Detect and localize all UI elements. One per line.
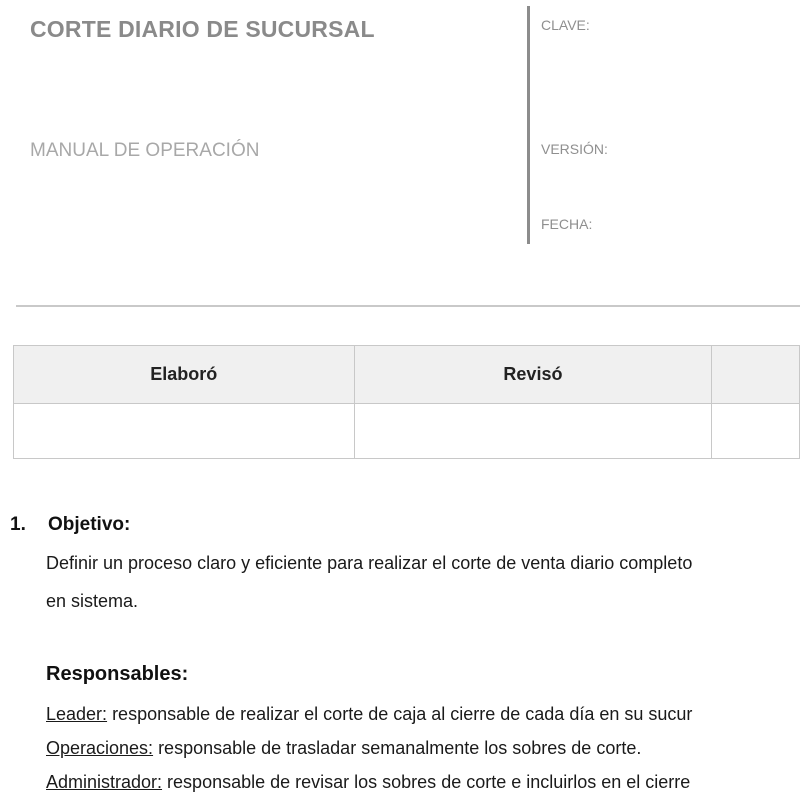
role-name: Administrador:	[46, 772, 163, 792]
document-title: CORTE DIARIO DE SUCURSAL	[30, 16, 375, 42]
responsables-heading: Responsables:	[46, 663, 189, 685]
section-heading: Objetivo:	[48, 514, 131, 535]
responsable-item	[46, 704, 692, 725]
version-label: VERSIÓN:	[541, 141, 608, 157]
fecha-label: FECHA:	[541, 216, 593, 232]
elaboro-header: Elaboró	[14, 346, 355, 404]
elaboro-signature-cell	[14, 404, 355, 459]
signature-table	[13, 345, 800, 459]
third-signature-cell	[712, 404, 800, 459]
section-number: 1.	[10, 514, 26, 535]
responsable-item	[46, 772, 690, 793]
responsable-item	[46, 738, 641, 759]
role-name: Leader:	[46, 704, 108, 724]
third-header	[712, 346, 800, 404]
clave-label: CLAVE:	[541, 17, 590, 33]
header-rule	[16, 305, 800, 307]
reviso-signature-cell	[354, 404, 712, 459]
document-subtitle: MANUAL DE OPERACIÓN	[30, 140, 260, 161]
role-description: responsable de realizar el corte de caja al cierre de cada día en su sucur	[107, 704, 693, 724]
objective-line-1: Definir un proceso claro y eficiente para realizar el corte de venta diario completo	[46, 553, 693, 573]
role-description: responsable de trasladar semanalmente los sobres de corte.	[153, 738, 642, 758]
signature-header-row	[14, 346, 800, 404]
role-description: responsable de revisar los sobres de corte e incluirlos en el cierre	[162, 772, 691, 792]
signature-row	[14, 404, 800, 459]
header-divider	[527, 6, 530, 244]
reviso-header: Revisó	[354, 346, 712, 404]
role-name: Operaciones:	[46, 738, 154, 758]
objective-line-2: en sistema.	[46, 591, 139, 611]
